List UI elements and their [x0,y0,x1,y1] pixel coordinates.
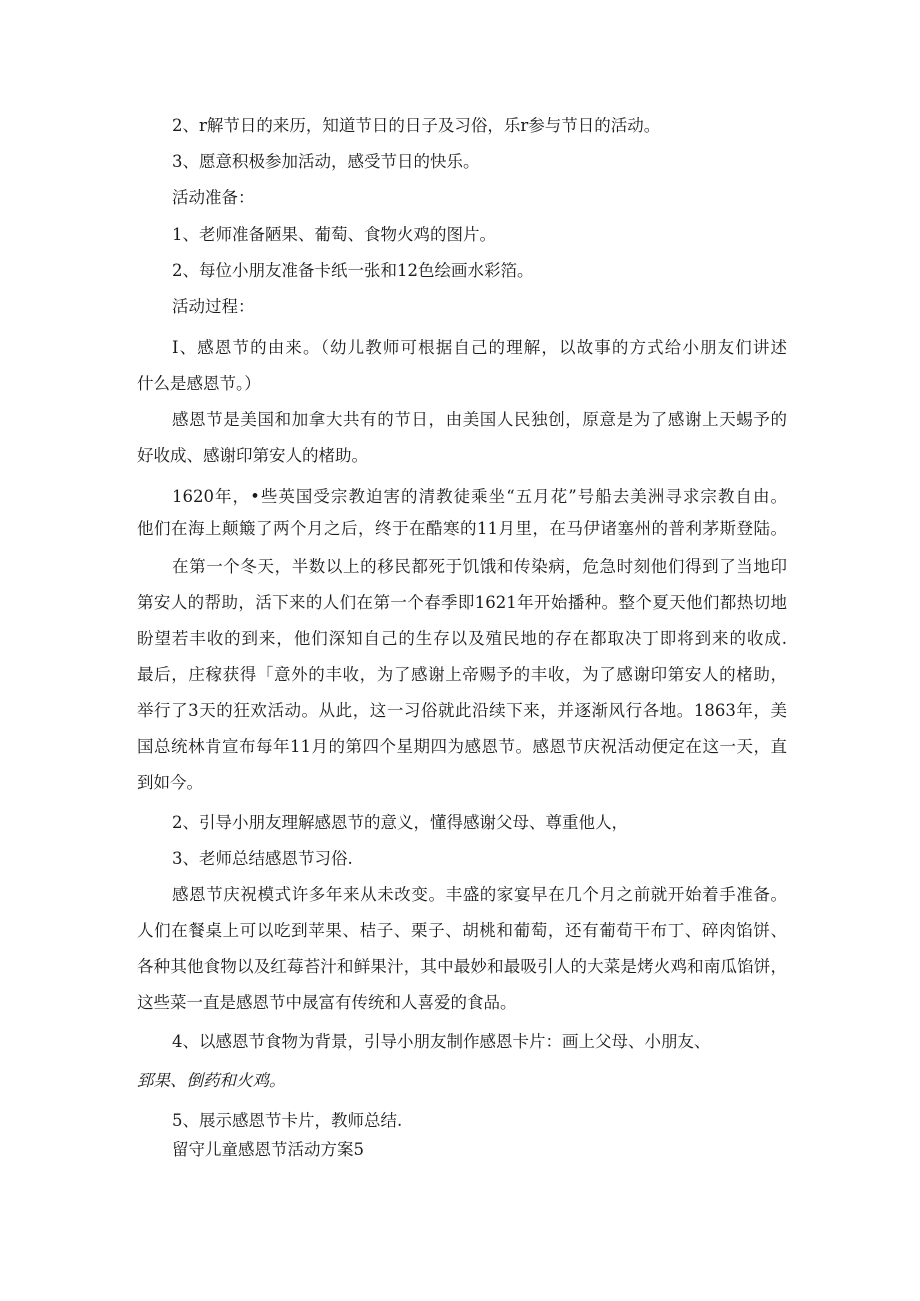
text-line: 在第一个冬天，半数以上的移民都死于饥饿和传染病，危急时刻他们得到了当地印 [172,557,787,576]
document-heading: 留守儿童感恩节活动方案5 [172,1140,364,1159]
text-line: 人们在餐桌上可以吃到苹果、桔子、栗子、胡桃和葡萄，还有葡荀干布丁、碎肉馅饼、 [137,921,787,940]
text-line: I、感恩节的由来。（幼儿教师可根据自己的理解，以故事的方式给小朋友们讲述 [172,338,787,357]
section-heading: 活动过程： [172,297,255,316]
text-line: 1、老师准备陋果、葡萄、食物火鸡的图片。 [172,225,496,244]
text-line: 最后，庄稼获得「意外的丰收，为了感谢上帝赐予的丰收，为了感谢印第安人的楮助， [137,665,787,684]
text-line: 感恩节是美国和加拿大共有的节日，由美国人民独创，原意是为了感谢上天蜴予的 [172,410,787,429]
text-line: 5、展示感恩节卡片，教师总结. [172,1111,403,1130]
text-line: 感恩节庆祝模式许多年来从未改变。丰盛的家宴早在几个月之前就开始着手准备。 [172,885,787,904]
text-line: 举行了3天的狂欢活动。从此，这一习俗就此沿续下来，并逐渐风行各地。1863年，美 [137,701,787,720]
section-heading: 活动准备： [172,188,255,207]
text-line: 这些菜一直是感恩节中晟富有传统和人喜爱的食品。 [137,993,517,1012]
text-line: 2、每位小朋友准备卡纸一张和12色绘画水彩箔。 [172,261,534,280]
text-line: 3、老师总结感恩节习俗. [172,849,353,868]
text-line: 郅果、倒药和火鸡。 [137,1071,286,1090]
text-line: 到如今。 [137,773,203,792]
text-line: 第安人的帮助，活下来的人们在第一个春季即1621年开始播种。整个夏天他们都热切地 [137,593,787,612]
text-line: 3、愿意积极参加活动，感受节日的快乐。 [172,152,480,171]
text-line: 国总统林肯宣布每年11月的第四个星期四为感恩节。感恩节庆祝活动便定在这一天，直 [137,737,787,756]
text-line: 1620年，•些英国受宗教迫害的清教徒乘坐“五月花”号船去美洲寻求宗教自由。 [172,487,787,506]
text-line: 4、以感恩节食物为背景，引导小朋友制作感恩卡片：画上父母、小朋友、 [172,1032,711,1051]
text-line: 2、r解节日的来历，知道节日的日子及习俗，乐r参与节日的活动。 [172,116,661,135]
text-line: 盼望若丰收的到来，他们深知自己的生存以及殖民地的存在都取决丁即将到来的收成. [137,629,787,648]
text-line: 他们在海上颠簸了两个月之后，终于在酷寒的11月里，在马伊诸塞州的普利茅斯登陆。 [137,519,787,538]
text-line: 各种其他食物以及红莓苔汁和鲜果汁，其中最妙和最吸引人的大菜是烤火鸡和南瓜馅饼， [137,957,787,976]
text-line: 好收成、感谢印第安人的楮助。 [137,446,368,465]
text-line: 什么是感恩节。） [137,374,261,393]
text-line: 2、引导小朋友理解感恩节的意义，懂得感谢父母、尊重他人， [172,813,628,832]
